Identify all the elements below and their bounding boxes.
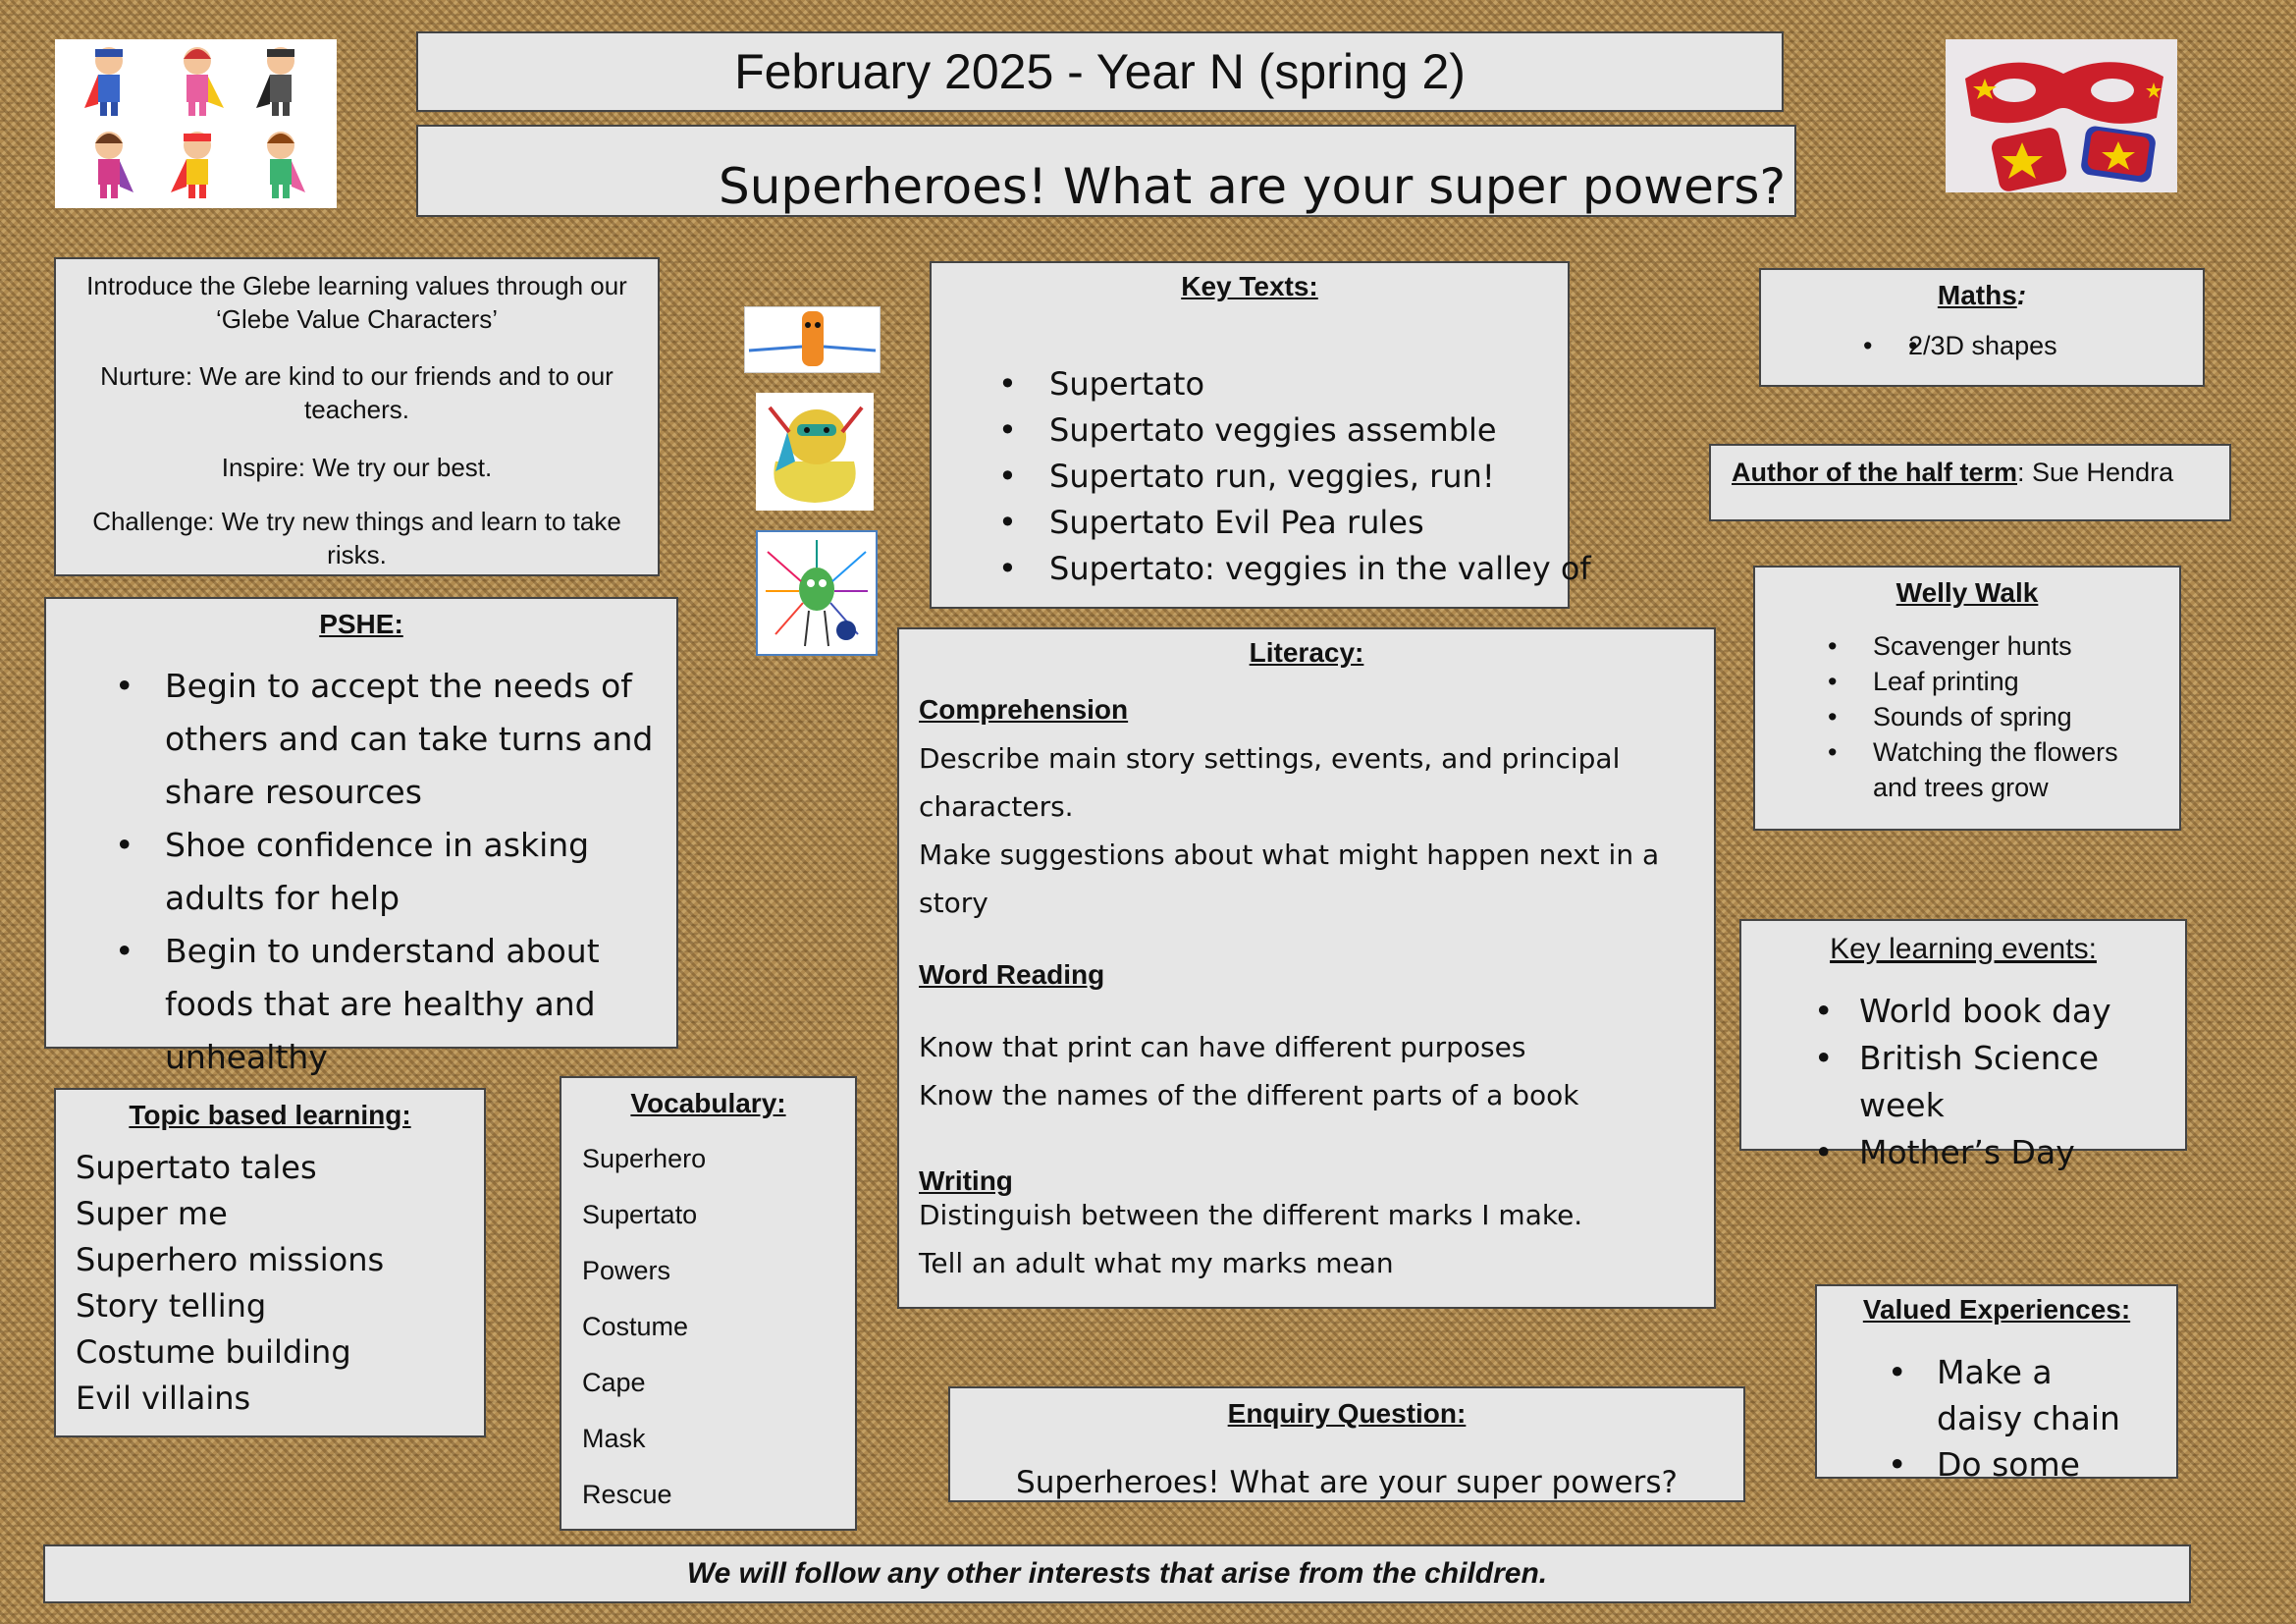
topic-heading: Topic based learning: (129, 1100, 411, 1130)
valued-list (1817, 1349, 2176, 1488)
list-item: Mask (582, 1424, 646, 1453)
word-reading-line-2: Know the names of the different parts of a book (919, 1079, 1579, 1111)
values-nurture: Nurture: We are kind to our friends and to our teachers. (100, 361, 614, 424)
author-box (1709, 444, 2231, 521)
literacy-heading: Literacy: (1249, 637, 1364, 668)
comprehension-line-1: Describe main story settings, events, and principal characters. (919, 742, 1621, 823)
hero-figure-1 (84, 47, 123, 116)
list-item: • Do some (1817, 1441, 2176, 1488)
pshe-heading: PSHE: (319, 609, 403, 639)
list-item: Super me (76, 1195, 228, 1232)
list-item: • Watching the flowers and trees grow (1755, 734, 2179, 805)
list-item: Evil villains (76, 1380, 251, 1417)
key-texts-box (930, 261, 1591, 609)
page-title: February 2025 - Year N (spring 2) (416, 31, 1784, 112)
enquiry-question-box (948, 1386, 1745, 1502)
list-item: • Supertato Evil Pea rules (932, 500, 1568, 546)
page-subtitle (416, 125, 1796, 217)
welly-walk-list (1755, 628, 2179, 805)
author-value: : Sue Hendra (2017, 458, 2174, 487)
key-learning-list (1741, 988, 2185, 1176)
list-item: • British Science week (1741, 1035, 2185, 1129)
word-reading-heading: Word Reading (919, 959, 1105, 990)
key-texts-heading: Key Texts: (1181, 271, 1318, 301)
word-reading-line-1: Know that print can have different purposes (919, 1031, 1526, 1063)
list-item: Costume (582, 1312, 689, 1341)
pshe-list (46, 660, 676, 1084)
enquiry-question: Superheroes! What are your super powers? (1016, 1465, 1678, 1500)
bullet-icon: • • (1863, 331, 1873, 360)
values-intro: Introduce the Glebe learning values through our ‘Glebe Value Characters’ (86, 271, 627, 334)
list-item: • Shoe confidence in asking adults for help (46, 819, 676, 925)
topic-list (56, 1145, 484, 1422)
pshe-box (44, 597, 678, 1076)
hero-figure-5 (171, 132, 211, 198)
value-character-caped-image (756, 393, 874, 511)
hero-figure-6 (267, 132, 305, 198)
writing-heading: Writing (919, 1165, 1013, 1196)
list-item (1761, 331, 2203, 361)
list-item: • Begin to accept the needs of others and can take turns and share resources (46, 660, 676, 819)
footer-note: We will follow any other interests that arise from the children. (43, 1544, 2191, 1603)
key-learning-heading: Key learning events: (1830, 933, 2097, 965)
key-texts-list (932, 361, 1591, 592)
valued-experiences-box (1815, 1284, 2178, 1484)
glebe-values-box (54, 257, 660, 576)
superhero-mask-image (1946, 39, 2177, 192)
list-item: Powers (582, 1256, 671, 1285)
list-item: Supertato (582, 1200, 698, 1229)
vocabulary-box (560, 1076, 857, 1531)
list-item: • Begin to understand about foods that are healthy and unhealthy (46, 925, 676, 1084)
hero-figure-4 (95, 132, 133, 198)
writing-line-2: Tell an adult what my marks mean (919, 1247, 1394, 1279)
list-item: Costume building (76, 1333, 351, 1371)
superhero-children-image (55, 39, 337, 208)
comprehension-heading: Comprehension (919, 694, 1129, 725)
author-label: Author of the half term (1732, 458, 2017, 487)
list-item: • Supertato (932, 361, 1568, 407)
subtitle-text: Superheroes! What are your super powers? (719, 158, 1787, 215)
list-item: Cape (582, 1368, 646, 1397)
welly-walk-box (1753, 566, 2181, 831)
list-item-text: 2/3D shapes (1908, 331, 2057, 360)
writing-line-1: Distinguish between the different marks I make. (919, 1199, 1583, 1231)
enquiry-heading: Enquiry Question: (1227, 1398, 1467, 1429)
maths-heading-colon: : (2016, 280, 2027, 310)
valued-heading: Valued Experiences: (1862, 1294, 2131, 1325)
maths-list (1761, 331, 2203, 361)
list-item: • Sounds of spring (1755, 699, 2179, 734)
list-item: Rescue (582, 1480, 672, 1509)
maths-heading-row (1761, 280, 2203, 311)
maths-heading: Maths (1937, 280, 2017, 310)
values-challenge: Challenge: We try new things and learn to take risks. (92, 507, 621, 569)
comprehension-line-2: Make suggestions about what might happen next in a story (919, 839, 1660, 919)
hero-figure-2 (184, 47, 224, 116)
vocabulary-list (561, 1131, 855, 1523)
list-item: • World book day (1741, 988, 2185, 1035)
list-item: Supertato tales (76, 1149, 317, 1186)
key-learning-events-box (1739, 919, 2187, 1171)
list-item: • Supertato run, veggies, run! (932, 454, 1568, 500)
literacy-box (897, 627, 1716, 1309)
value-character-orange-image (744, 306, 881, 373)
list-item: Superhero (582, 1144, 707, 1173)
topic-learning-box (54, 1088, 486, 1437)
list-item: • Leaf printing (1755, 664, 2179, 699)
list-item: • Supertato: veggies in the valley of (932, 546, 1568, 592)
hero-figure-3 (256, 47, 294, 116)
value-character-many-arms-image (756, 530, 878, 656)
list-item: Superhero missions (76, 1241, 385, 1278)
list-item: • Scavenger hunts (1755, 628, 2179, 664)
list-item: • Supertato veggies assemble (932, 407, 1568, 454)
list-item: • Mother’s Day (1741, 1129, 2185, 1176)
maths-box (1759, 268, 2205, 387)
vocabulary-heading: Vocabulary: (630, 1088, 786, 1118)
values-inspire: Inspire: We try our best. (221, 453, 493, 482)
list-item: Story telling (76, 1287, 267, 1325)
welly-walk-heading: Welly Walk (1896, 577, 2039, 608)
list-item: • Make a daisy chain (1817, 1349, 2176, 1441)
